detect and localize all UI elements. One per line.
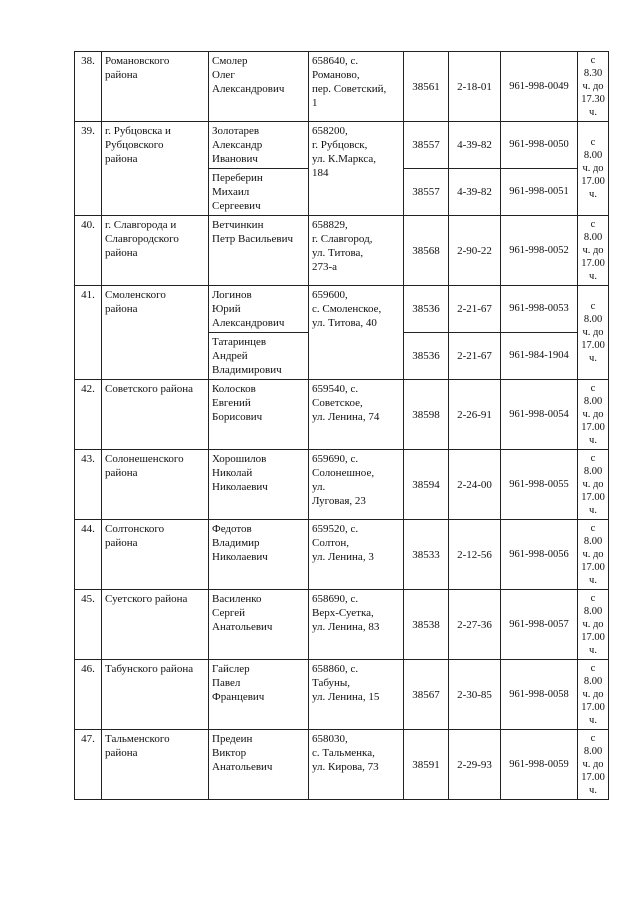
person-name: Колосков Евгений Борисович bbox=[209, 380, 309, 450]
phone-code: 38594 bbox=[404, 450, 449, 520]
phone-number: 2-21-67 bbox=[449, 333, 501, 380]
working-hours: с 8.00 ч. до 17.00 ч. bbox=[578, 450, 609, 520]
phone-number: 2-26-91 bbox=[449, 380, 501, 450]
address: 658200, г. Рубцовск, ул. К.Маркса, 184 bbox=[309, 122, 404, 216]
working-hours: с 8.00 ч. до 17.00 ч. bbox=[578, 122, 609, 216]
row-number: 46. bbox=[75, 660, 102, 730]
address: 658030, с. Тальменка, ул. Кирова, 73 bbox=[309, 730, 404, 800]
table-row bbox=[75, 450, 609, 520]
table-row bbox=[75, 52, 609, 122]
person-name: Золотарев Александр Иванович bbox=[209, 122, 309, 169]
person-name: Переберин Михаил Сергеевич bbox=[209, 169, 309, 216]
phone-code: 38561 bbox=[404, 52, 449, 122]
working-hours: с 8.00 ч. до 17.00 ч. bbox=[578, 286, 609, 380]
person-name: Татаринцев Андрей Владимирович bbox=[209, 333, 309, 380]
phone-code: 38557 bbox=[404, 169, 449, 216]
table-row bbox=[75, 380, 609, 450]
phone-number: 2-12-56 bbox=[449, 520, 501, 590]
phone-number: 2-21-67 bbox=[449, 286, 501, 333]
address: 658860, с. Табуны, ул. Ленина, 15 bbox=[309, 660, 404, 730]
district-name: Суетского района bbox=[102, 590, 209, 660]
phone-code: 38591 bbox=[404, 730, 449, 800]
working-hours: с 8.30 ч. до 17.30 ч. bbox=[578, 52, 609, 122]
mobile-number: 961-998-0056 bbox=[501, 520, 578, 590]
table-body bbox=[75, 52, 609, 800]
address: 659520, с. Солтон, ул. Ленина, 3 bbox=[309, 520, 404, 590]
person-name: Василенко Сергей Анатольевич bbox=[209, 590, 309, 660]
table-row bbox=[75, 730, 609, 800]
mobile-number: 961-998-0055 bbox=[501, 450, 578, 520]
working-hours: с 8.00 ч. до 17.00 ч. bbox=[578, 730, 609, 800]
phone-number: 2-29-93 bbox=[449, 730, 501, 800]
phone-code: 38536 bbox=[404, 286, 449, 333]
mobile-number: 961-998-0049 bbox=[501, 52, 578, 122]
phone-number: 2-90-22 bbox=[449, 216, 501, 286]
mobile-number: 961-984-1904 bbox=[501, 333, 578, 380]
mobile-number: 961-998-0053 bbox=[501, 286, 578, 333]
row-number: 39. bbox=[75, 122, 102, 216]
phone-number: 4-39-82 bbox=[449, 122, 501, 169]
phone-code: 38533 bbox=[404, 520, 449, 590]
working-hours: с 8.00 ч. до 17.00 ч. bbox=[578, 590, 609, 660]
mobile-number: 961-998-0057 bbox=[501, 590, 578, 660]
phone-code: 38536 bbox=[404, 333, 449, 380]
table-row bbox=[75, 520, 609, 590]
row-number: 47. bbox=[75, 730, 102, 800]
district-name: Солтонского района bbox=[102, 520, 209, 590]
district-name: Табунского района bbox=[102, 660, 209, 730]
person-name: Федотов Владимир Николаевич bbox=[209, 520, 309, 590]
mobile-number: 961-998-0050 bbox=[501, 122, 578, 169]
contacts-table bbox=[74, 51, 609, 800]
mobile-number: 961-998-0058 bbox=[501, 660, 578, 730]
person-name: Гайслер Павел Францевич bbox=[209, 660, 309, 730]
person-name: Предеин Виктор Анатольевич bbox=[209, 730, 309, 800]
person-name: Ветчинкин Петр Васильевич bbox=[209, 216, 309, 286]
phone-code: 38567 bbox=[404, 660, 449, 730]
district-name: Тальменского района bbox=[102, 730, 209, 800]
district-name: г. Рубцовска и Рубцовского района bbox=[102, 122, 209, 216]
district-name: Смоленского района bbox=[102, 286, 209, 380]
person-name: Смолер Олег Александрович bbox=[209, 52, 309, 122]
phone-code: 38598 bbox=[404, 380, 449, 450]
address: 658829, г. Славгород, ул. Титова, 273-а bbox=[309, 216, 404, 286]
phone-code: 38538 bbox=[404, 590, 449, 660]
phone-number: 2-30-85 bbox=[449, 660, 501, 730]
phone-number: 2-27-36 bbox=[449, 590, 501, 660]
phone-code: 38557 bbox=[404, 122, 449, 169]
working-hours: с 8.00 ч. до 17.00 ч. bbox=[578, 380, 609, 450]
table-row bbox=[75, 286, 609, 333]
district-name: Романовского района bbox=[102, 52, 209, 122]
phone-code: 38568 bbox=[404, 216, 449, 286]
district-name: Советского района bbox=[102, 380, 209, 450]
row-number: 45. bbox=[75, 590, 102, 660]
mobile-number: 961-998-0059 bbox=[501, 730, 578, 800]
row-number: 42. bbox=[75, 380, 102, 450]
mobile-number: 961-998-0051 bbox=[501, 169, 578, 216]
person-name: Хорошилов Николай Николаевич bbox=[209, 450, 309, 520]
phone-number: 2-24-00 bbox=[449, 450, 501, 520]
address: 659540, с. Советское, ул. Ленина, 74 bbox=[309, 380, 404, 450]
mobile-number: 961-998-0054 bbox=[501, 380, 578, 450]
person-name: Логинов Юрий Александрович bbox=[209, 286, 309, 333]
working-hours: с 8.00 ч. до 17.00 ч. bbox=[578, 216, 609, 286]
working-hours: с 8.00 ч. до 17.00 ч. bbox=[578, 660, 609, 730]
district-name: г. Славгорода и Славгородского района bbox=[102, 216, 209, 286]
row-number: 43. bbox=[75, 450, 102, 520]
row-number: 38. bbox=[75, 52, 102, 122]
table-row bbox=[75, 216, 609, 286]
row-number: 44. bbox=[75, 520, 102, 590]
working-hours: с 8.00 ч. до 17.00 ч. bbox=[578, 520, 609, 590]
address: 658640, с. Романово, пер. Советский, 1 bbox=[309, 52, 404, 122]
row-number: 41. bbox=[75, 286, 102, 380]
address: 658690, с. Верх-Суетка, ул. Ленина, 83 bbox=[309, 590, 404, 660]
table-row bbox=[75, 122, 609, 169]
row-number: 40. bbox=[75, 216, 102, 286]
address: 659690, с. Солонешное, ул. Луговая, 23 bbox=[309, 450, 404, 520]
phone-number: 2-18-01 bbox=[449, 52, 501, 122]
address: 659600, с. Смоленское, ул. Титова, 40 bbox=[309, 286, 404, 380]
phone-number: 4-39-82 bbox=[449, 169, 501, 216]
table-row bbox=[75, 590, 609, 660]
table-row bbox=[75, 660, 609, 730]
mobile-number: 961-998-0052 bbox=[501, 216, 578, 286]
district-name: Солонешенского района bbox=[102, 450, 209, 520]
